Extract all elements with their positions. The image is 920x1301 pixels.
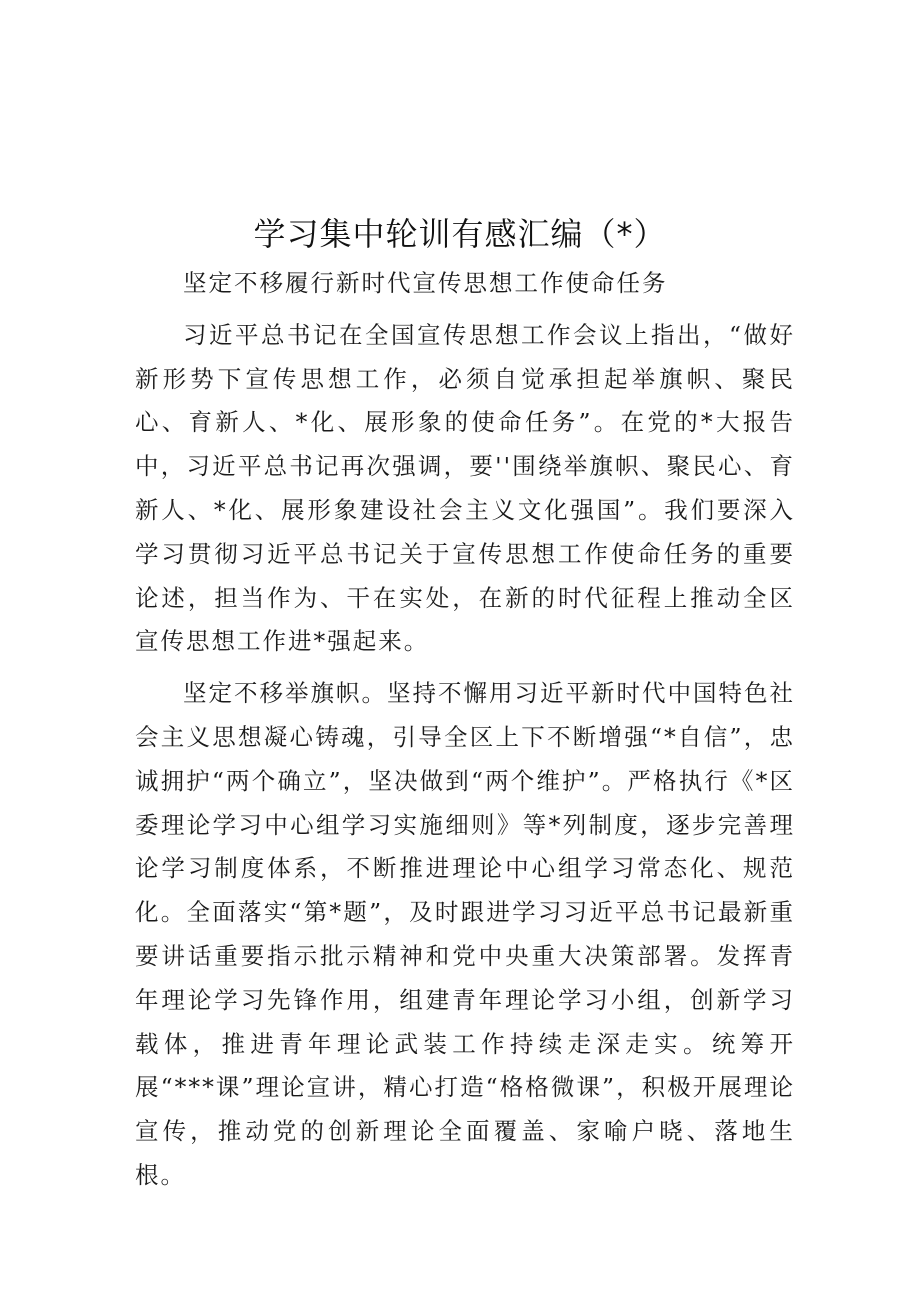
section-subtitle: 坚定不移履行新时代宣传思想工作使命任务 [183,269,668,297]
paragraph: 习近平总书记在全国宣传思想工作会议上指出，“做好新形势下宣传思想工作，必须自觉承担起举旗帜、聚民心、育新人、*化、展形象的使命任务”。在党的*大报告中，习近平总书记再次强调，要''围绕举旗帜、聚民心、育新人、*化、展形象建设社会主义文化强国”。我们要深入学习贯彻习近平总书记关于宣传思想工作使命任务的重要论述，担当作为、干在实处，在新的时代征程上推动全区宣传思想工作进*强起来。 [135,320,795,656]
paragraph: 坚定不移举旗帜。坚持不懈用习近平新时代中国特色社会主义思想凝心铸魂，引导全区上下不断增强“*自信”，忠诚拥护“两个确立”，坚决做到“两个维护”。严格执行《*区委理论学习中心组学习实施细则》等*列制度，逐步完善理论学习制度体系，不断推进理论中心组学习常态化、规范化。全面落实“第*题”，及时跟进学习习近平总书记最新重要讲话重要指示批示精神和党中央重大决策部署。发挥青年理论学习先锋作用，组建青年理论学习小组，创新学习载体，推进青年理论武装工作持续走深走实。统筹开展“***课”理论宣讲，精心打造“格格微课”，积极开展理论宣传，推动党的创新理论全面覆盖、家喻户晓、落地生根。 [135,679,795,1189]
document-title: 学习集中轮训有感汇编（*） [253,215,667,253]
document-body [135,262,795,1198]
